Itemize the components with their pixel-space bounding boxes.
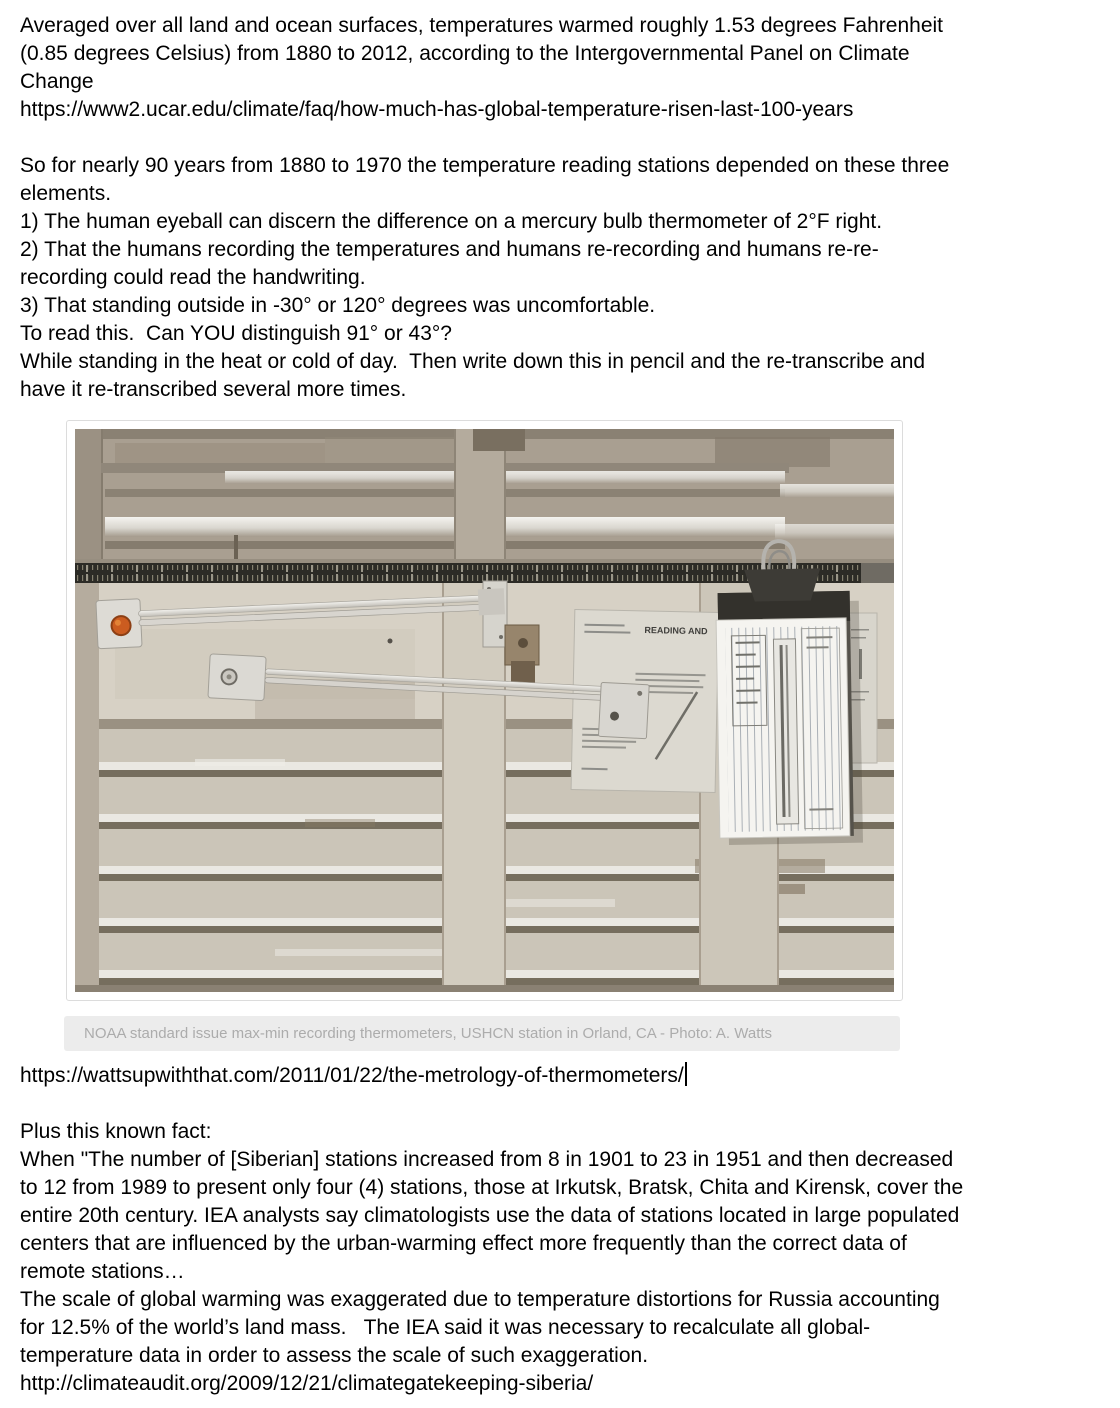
thermometer-photo [75, 429, 894, 992]
text-line: 1) The human eyeball can discern the difference on a mercury bulb thermometer of 2°F right. [20, 210, 883, 233]
text-line: for 12.5% of the world’s land mass. The IEA said it was necessary to recalculate all global- [20, 1316, 871, 1339]
thermometer-bulb-orange [111, 616, 131, 636]
text-line: temperature data in order to assess the scale of such exaggeration. [20, 1344, 649, 1367]
text-line: centers that are influenced by the urban-warming effect more frequently than the correct data of [20, 1232, 907, 1255]
paragraph-siberia [20, 1118, 1100, 1398]
text-line: to 12 from 1989 to present only four (4) stations, those at Irkutsk, Bratsk, Chita and Kirensk, cover the [20, 1176, 964, 1199]
photo-frame [66, 420, 903, 1001]
text-line: While standing in the heat or cold of day. Then write down this in pencil and the re-transcribe and [20, 350, 926, 373]
paragraph-intro [20, 12, 1100, 124]
text-line: Change [20, 70, 94, 93]
text-line: http://climateaudit.org/2009/12/21/climategatekeeping-siberia/ [20, 1372, 594, 1395]
text-line: have it re-transcribed several more times. [20, 378, 407, 401]
text-line: Plus this known fact: [20, 1120, 212, 1143]
text-line: The scale of global warming was exaggerated due to temperature distortions for Russia accounting [20, 1288, 940, 1311]
text-line: recording could read the handwriting. [20, 266, 366, 289]
source-url-text[interactable]: https://wattsupwiththat.com/2011/01/22/the-metrology-of-thermometers/ [20, 1064, 684, 1087]
text-line: To read this. Can YOU distinguish 91° or 43°? [20, 322, 452, 345]
text-line: So for nearly 90 years from 1880 to 1970 the temperature reading stations depended on these three [20, 154, 950, 177]
paragraph-elements [20, 152, 1100, 404]
text-line: (0.85 degrees Celsius) from 1880 to 2012, according to the Intergovernmental Panel on Climate [20, 42, 910, 65]
text-cursor [685, 1062, 687, 1086]
photo-caption: NOAA standard issue max-min recording thermometers, USHCN station in Orland, CA - Photo: A. Watts [64, 1016, 900, 1051]
sheet-title-text: READING AND [644, 624, 708, 637]
text-line: 2) That the humans recording the temperatures and humans re-recording and humans re-re- [20, 238, 879, 261]
text-line: https://www2.ucar.edu/climate/faq/how-much-has-global-temperature-risen-last-100-years [20, 98, 854, 121]
binder-clip-icon [744, 568, 821, 601]
source-url-line[interactable] [20, 1062, 1100, 1090]
text-line: entire 20th century. IEA analysts say climatologists use the data of stations located in large populated [20, 1204, 960, 1227]
text-line: remote stations… [20, 1260, 185, 1283]
text-line: elements. [20, 182, 112, 205]
text-line: When "The number of [Siberian] stations increased from 8 in 1901 to 23 in 1951 and then decreased [20, 1148, 954, 1171]
text-line: Averaged over all land and ocean surfaces, temperatures warmed roughly 1.53 degrees Fahrenheit [20, 14, 943, 37]
text-line: 3) That standing outside in -30° or 120° degrees was uncomfortable. [20, 294, 656, 317]
